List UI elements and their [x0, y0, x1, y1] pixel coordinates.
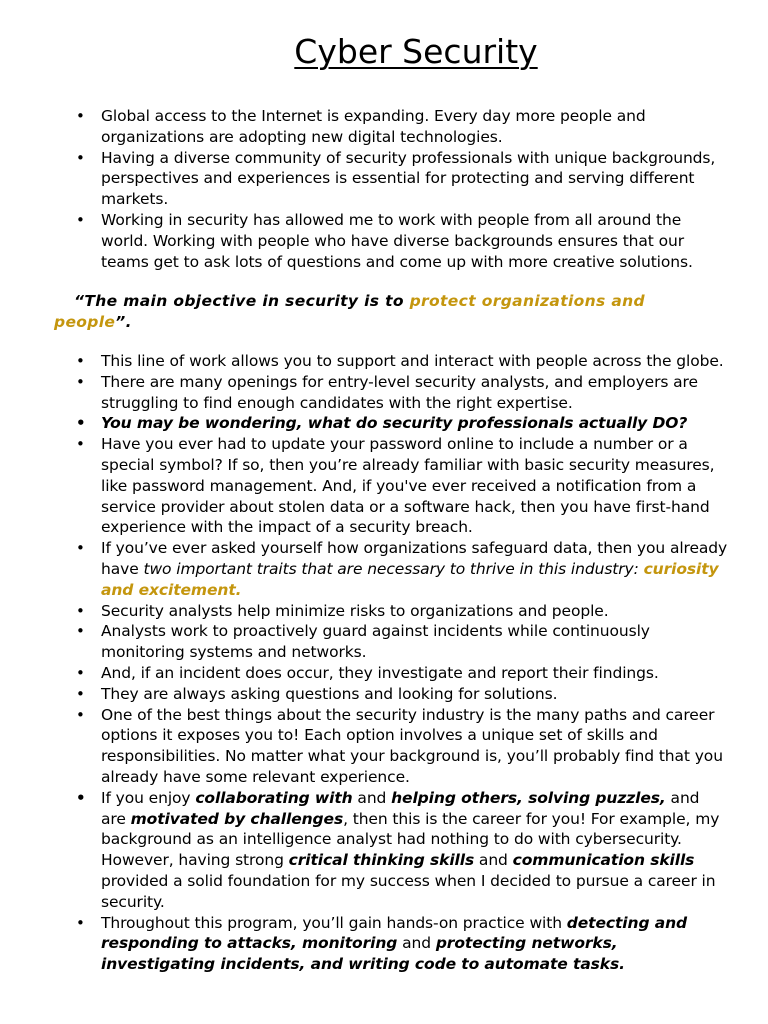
objective-quote [54, 291, 694, 333]
bullet-icon: • [76, 148, 85, 167]
bullet-icon: • [76, 622, 85, 641]
details-bullet-list [0, 351, 768, 975]
bullet-icon: • [76, 539, 85, 558]
list-item: • And, if an incident does occur, they investigate and report their findings. [76, 663, 659, 682]
list-item: • You may be wondering, what do security professionals actually DO? [76, 414, 688, 433]
bullet-icon: • [76, 663, 85, 682]
quote-open: “The main objective in security is to [74, 292, 410, 310]
list-item: • Global access to the Internet is expanding. Every day more people and organizations are adopting new digital technologies. [76, 107, 646, 146]
bullet-icon: • [76, 705, 85, 724]
intro-bullet-list [0, 106, 768, 272]
bullet-icon: • [76, 788, 86, 807]
bullet-icon: • [76, 352, 85, 370]
list-item: • Throughout this program, you’ll gain hands-on practice with detecting and responding to attacks, monitoring and protecting networks, investigating incidents, and writing code to automate tasks. [76, 913, 688, 974]
quote-close: ”. [115, 312, 132, 331]
page-title: Cyber Security [294, 32, 538, 71]
list-item: • Have you ever had to update your password online to include a number or a special symbol? If so, then you’re already familiar with basic security measures, like password management. And, if you've ever received a notification from a service provider about stolen data or a software hack, then you have first-hand experience with the impact of a security breach. [76, 435, 715, 537]
bullet-icon: • [76, 684, 85, 703]
list-item: • If you’ve ever asked yourself how organizations safeguard data, then you already have two important traits that are necessary to thrive in this industry: curiosity and excitement. [76, 539, 728, 599]
bullet-icon: • [76, 107, 85, 125]
list-item: • One of the best things about the security industry is the many paths and career options it exposes you to! Each option involves a unique set of skills and responsibilities. No matter what your background is, you’ll probably find that you already have some relevant experience. [76, 705, 723, 786]
quote-highlight: protect organizations and people [54, 292, 645, 331]
bullet-icon: • [76, 913, 85, 932]
list-item: • They are always asking questions and looking for solutions. [76, 684, 558, 703]
list-item: • Analysts work to proactively guard against incidents while continuously monitoring systems and networks. [76, 622, 650, 662]
list-item: • Having a diverse community of security professionals with unique backgrounds, perspectives and experiences is essential for protecting and serving different markets. [76, 148, 716, 209]
bullet-icon: • [76, 372, 85, 391]
list-item: • This line of work allows you to support and interact with people across the globe. [76, 352, 724, 370]
bullet-icon: • [76, 210, 85, 229]
list-item: • There are many openings for entry-level security analysts, and employers are struggling to find enough candidates with the right expertise. [76, 372, 698, 412]
list-item: • Security analysts help minimize risks to organizations and people. [76, 601, 609, 620]
bullet-icon: • [76, 414, 86, 433]
list-item: • If you enjoy collaborating with and helping others, solving puzzles, and are motivated by challenges, then this is the career for you! For example, my background as an intelligence analyst had nothing to do with cybersecurity. However, having strong critical thinking skills and communication skills provided a solid foundation for my success when I decided to pursue a career in security. [76, 788, 720, 911]
list-item: • Working in security has allowed me to work with people from all around the world. Working with people who have diverse backgrounds ensures that our teams get to ask lots of questions and come up with more creative solutions. [76, 210, 693, 271]
bullet-icon: • [76, 601, 85, 620]
bullet-icon: • [76, 435, 85, 454]
